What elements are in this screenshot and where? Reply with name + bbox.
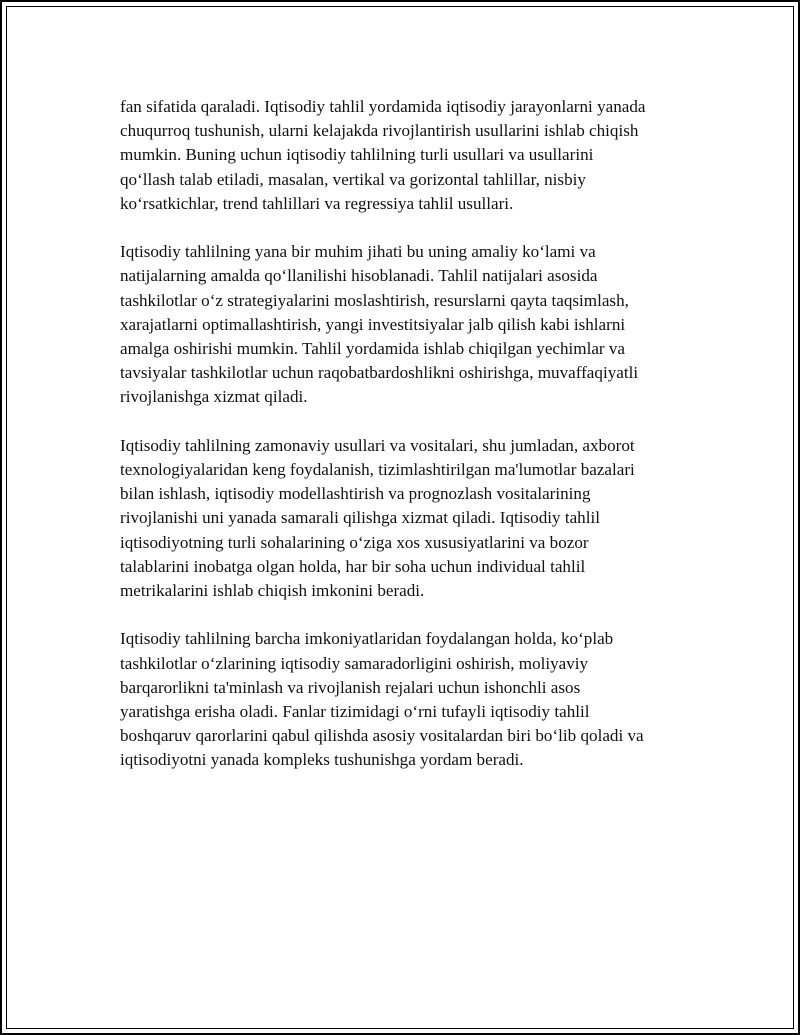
- text-line: Iqtisodiy tahlilning barcha imkoniyatlaridan foydalangan holda, ko‘plab: [120, 629, 614, 649]
- text-line: mumkin. Buning uchun iqtisodiy tahlilning turli usullari va usullarini: [120, 145, 594, 165]
- text-line: ko‘rsatkichlar, trend tahlillari va regressiya tahlil usullari.: [120, 193, 514, 213]
- paragraph-1: [120, 95, 720, 216]
- text-line: tashkilotlar o‘z strategiyalarini moslashtirish, resurslarni qayta taqsimlash,: [120, 290, 629, 310]
- text-line: Iqtisodiy tahlilning yana bir muhim jihati bu uning amaliy ko‘lami va: [120, 242, 596, 262]
- text-line: talablarini inobatga olgan holda, har bir soha uchun individual tahlil: [120, 556, 586, 576]
- text-line: tavsiyalar tashkilotlar uchun raqobatbardoshlikni oshirishga, muvaffaqiyatli: [120, 363, 639, 383]
- text-line: rivojlanishga xizmat qiladi.: [120, 387, 308, 407]
- text-line: tashkilotlar o‘zlarining iqtisodiy samaradorligini oshirish, moliyaviy: [120, 653, 589, 673]
- text-line: Iqtisodiy tahlilning zamonaviy usullari va vositalari, shu jumladan, axborot: [120, 435, 635, 455]
- text-line: iqtisodiyotni yanada kompleks tushunishga yordam beradi.: [120, 750, 524, 770]
- text-line: fan sifatida qaraladi. Iqtisodiy tahlil yordamida iqtisodiy jarayonlarni yanada: [120, 97, 646, 116]
- text-line: qo‘llash talab etiladi, masalan, vertikal va gorizontal tahlillar, nisbiy: [120, 169, 586, 189]
- paragraph-2: [120, 240, 720, 409]
- text-line: iqtisodiyotning turli sohalarining o‘ziga xos xususiyatlarini va bozor: [120, 532, 589, 552]
- text-line: metrikalarini ishlab chiqish imkonini beradi.: [120, 581, 425, 601]
- text-line: chuqurroq tushunish, ularni kelajakda rivojlantirish usullarini ishlab chiqish: [120, 121, 639, 141]
- text-line: yaratishga erisha oladi. Fanlar tizimidagi o‘rni tufayli iqtisodiy tahlil: [120, 702, 590, 722]
- text-line: bilan ishlash, iqtisodiy modellashtirish va prognozlash vositalarining: [120, 484, 591, 504]
- paragraph-4: [120, 627, 720, 772]
- text-line: barqarorlikni ta'minlash va rivojlanish rejalari uchun ishonchli asos: [120, 677, 581, 697]
- text-line: xarajatlarni optimallashtirish, yangi investitsiyalar jalb qilish kabi ishlarni: [120, 314, 626, 334]
- text-line: texnologiyalaridan keng foydalanish, tizimlashtirilgan ma'lumotlar bazalari: [120, 460, 635, 480]
- text-line: natijalarning amalda qo‘llanilishi hisoblanadi. Tahlil natijalari asosida: [120, 266, 598, 286]
- text-line: amalga oshirishi mumkin. Tahlil yordamida ishlab chiqilgan yechimlar va: [120, 339, 626, 359]
- text-line: rivojlanishi uni yanada samarali qilishga xizmat qiladi. Iqtisodiy tahlil: [120, 508, 600, 528]
- paragraph-3: [120, 434, 720, 603]
- document-body: [120, 95, 720, 797]
- text-line: boshqaruv qarorlarini qabul qilishda asosiy vositalardan biri bo‘lib qoladi va: [120, 726, 644, 746]
